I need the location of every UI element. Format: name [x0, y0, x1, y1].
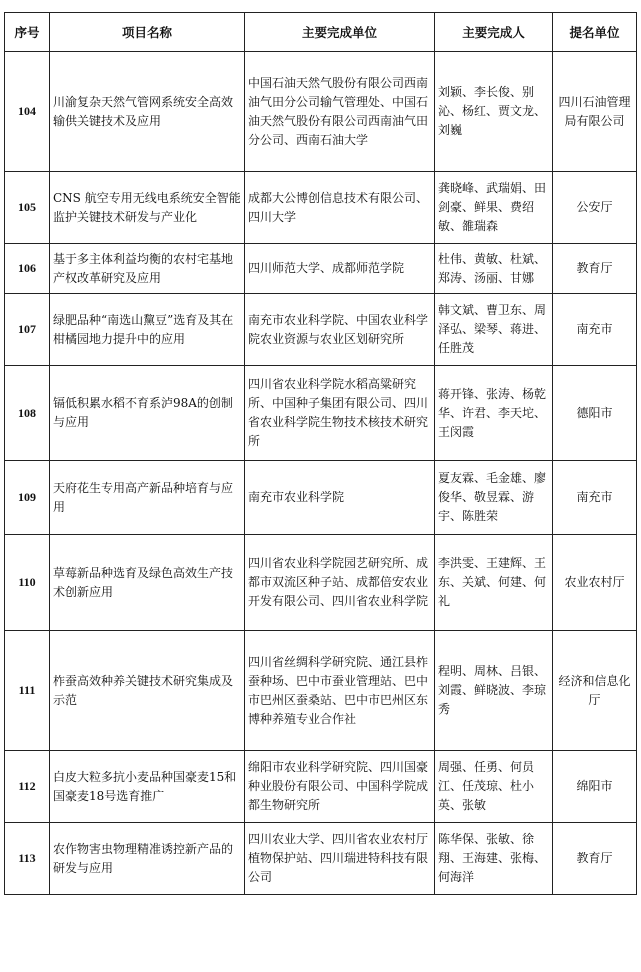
project-name: 基于多主体利益均衡的农村宅基地产权改革研究及应用 — [50, 244, 245, 294]
project-name: 农作物害虫物理精准诱控新产品的研发与应用 — [50, 823, 245, 895]
row-number: 107 — [5, 294, 50, 366]
main-persons: 陈华保、张敏、徐翔、王海建、张梅、何海洋 — [435, 823, 553, 895]
main-units: 四川师范大学、成都师范学院 — [245, 244, 435, 294]
project-name: 天府花生专用高产新品种培育与应用 — [50, 461, 245, 535]
nominator: 经济和信息化厅 — [553, 631, 637, 751]
row-number: 109 — [5, 461, 50, 535]
row-number: 105 — [5, 172, 50, 244]
nominator: 公安厅 — [553, 172, 637, 244]
table-row — [5, 461, 637, 535]
main-units: 四川省农业科学院水稻高粱研究所、中国种子集团有限公司、四川省农业科学院生物技术核技术研究所 — [245, 366, 435, 461]
main-units: 四川农业大学、四川省农业农村厅植物保护站、四川瑞进特科技有限公司 — [245, 823, 435, 895]
main-units: 四川省丝绸科学研究院、通江县柞蚕种场、巴中市蚕业管理站、巴中市巴州区蚕桑站、巴中市巴州区东博种养殖专业合作社 — [245, 631, 435, 751]
header-row — [5, 13, 637, 52]
row-number: 112 — [5, 751, 50, 823]
main-persons: 蒋开锋、张涛、杨乾华、许君、李天坨、王闵霞 — [435, 366, 553, 461]
main-persons: 李洪雯、王建辉、王东、关斌、何建、何礼 — [435, 535, 553, 631]
table-row — [5, 535, 637, 631]
project-name: 绿肥品种“南选山黧豆”选育及其在柑橘园地力提升中的应用 — [50, 294, 245, 366]
table-row — [5, 751, 637, 823]
nominator: 四川石油管理局有限公司 — [553, 52, 637, 172]
nominator: 绵阳市 — [553, 751, 637, 823]
project-name: 白皮大粒多抗小麦品种国豪麦15和国豪麦18号选育推广 — [50, 751, 245, 823]
header-nominator: 提名单位 — [553, 13, 637, 52]
row-number: 104 — [5, 52, 50, 172]
header-project-name: 项目名称 — [50, 13, 245, 52]
project-name: CNS 航空专用无线电系统安全智能监护关键技术研发与产业化 — [50, 172, 245, 244]
nominator: 南充市 — [553, 461, 637, 535]
project-name: 草莓新品种选育及绿色高效生产技术创新应用 — [50, 535, 245, 631]
nominator: 农业农村厅 — [553, 535, 637, 631]
main-units: 四川省农业科学院园艺研究所、成都市双流区种子站、成都倍安农业开发有限公司、四川省农业科学院 — [245, 535, 435, 631]
main-persons: 龚晓峰、武瑞娟、田剑豪、鲜果、费绍敏、雒瑞森 — [435, 172, 553, 244]
main-persons: 刘颖、李长俊、别沁、杨红、贾文龙、刘巍 — [435, 52, 553, 172]
table-row — [5, 366, 637, 461]
main-persons: 杜伟、黄敏、杜斌、郑涛、汤丽、甘娜 — [435, 244, 553, 294]
row-number: 106 — [5, 244, 50, 294]
row-number: 108 — [5, 366, 50, 461]
main-units: 南充市农业科学院、中国农业科学院农业资源与农业区划研究所 — [245, 294, 435, 366]
main-persons: 韩文斌、曹卫东、周泽弘、梁琴、蒋进、任胜茂 — [435, 294, 553, 366]
table-row — [5, 244, 637, 294]
header-number: 序号 — [5, 13, 50, 52]
project-name: 柞蚕高效种养关键技术研究集成及示范 — [50, 631, 245, 751]
table-row — [5, 631, 637, 751]
main-persons: 夏友霖、毛金雄、廖俊华、敬昱霖、游宇、陈胜荣 — [435, 461, 553, 535]
table-row — [5, 294, 637, 366]
main-units: 中国石油天然气股份有限公司西南油气田分公司输气管理处、中国石油天然气股份有限公司西南油气田分公司、西南石油大学 — [245, 52, 435, 172]
row-number: 110 — [5, 535, 50, 631]
main-persons: 周强、任勇、何员江、任茂琼、杜小英、张敏 — [435, 751, 553, 823]
nominator: 南充市 — [553, 294, 637, 366]
nominator: 教育厅 — [553, 244, 637, 294]
project-name: 川渝复杂天然气管网系统安全高效输供关键技术及应用 — [50, 52, 245, 172]
row-number: 113 — [5, 823, 50, 895]
nominator: 教育厅 — [553, 823, 637, 895]
project-name: 镉低积累水稻不育系泸98A的创制与应用 — [50, 366, 245, 461]
table-row — [5, 52, 637, 172]
header-main-persons: 主要完成人 — [435, 13, 553, 52]
nominator: 德阳市 — [553, 366, 637, 461]
main-units: 成都大公博创信息技术有限公司、四川大学 — [245, 172, 435, 244]
main-units: 南充市农业科学院 — [245, 461, 435, 535]
row-number: 111 — [5, 631, 50, 751]
table-row — [5, 172, 637, 244]
awards-table — [4, 12, 637, 895]
main-persons: 程明、周林、吕银、刘霞、鲜晓波、李琼秀 — [435, 631, 553, 751]
header-main-units: 主要完成单位 — [245, 13, 435, 52]
table-row — [5, 823, 637, 895]
main-units: 绵阳市农业科学研究院、四川国豪种业股份有限公司、中国科学院成都生物研究所 — [245, 751, 435, 823]
